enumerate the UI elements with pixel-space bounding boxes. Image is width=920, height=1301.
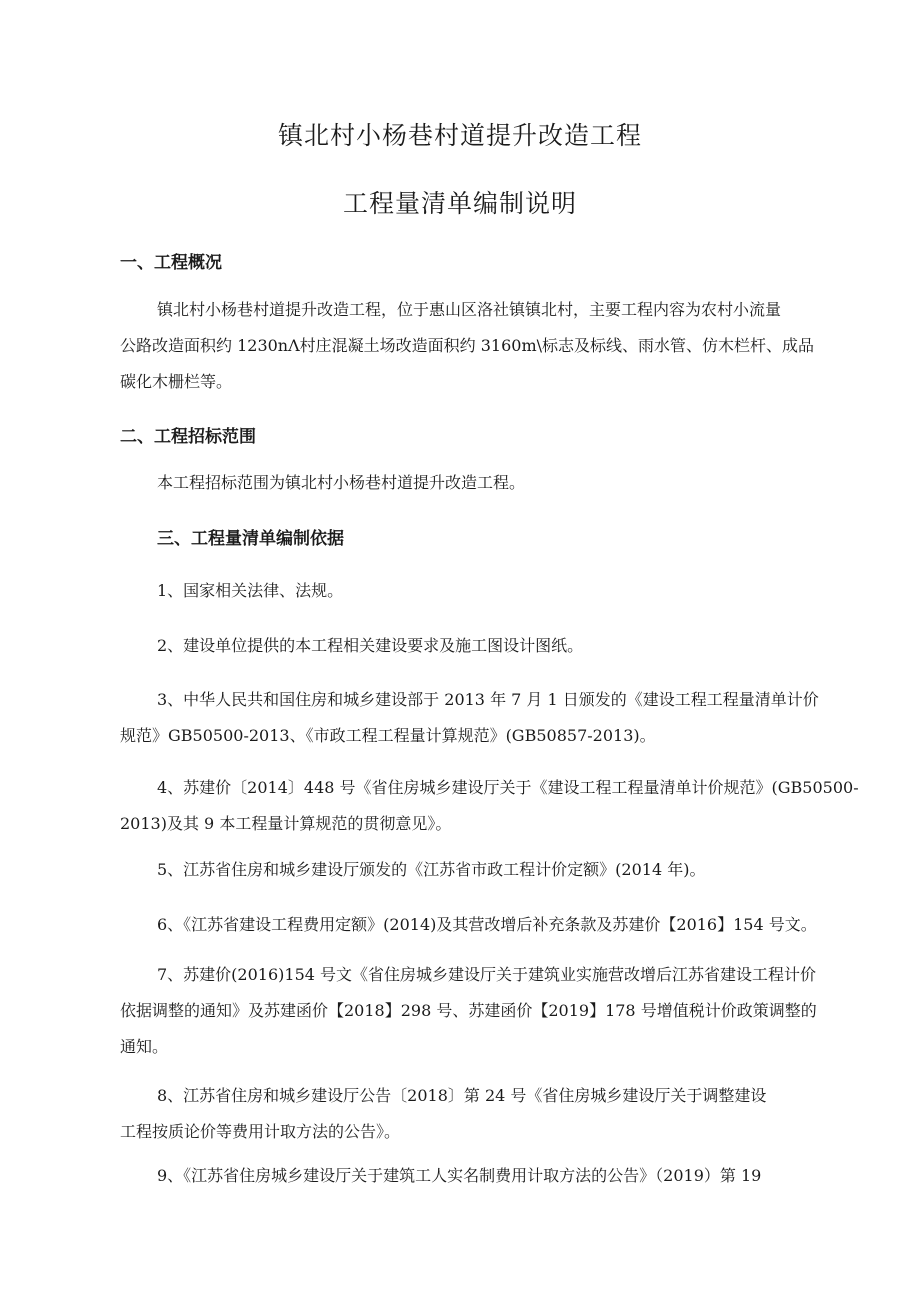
basis-item-7 [120,957,840,1065]
section-heading-overview: 一、工程概况 [120,253,222,273]
list-item: 8、江苏省住房和城乡建设厅公告〔2018〕第 24 号《省住房城乡建设厅关于调整建设 [157,1086,767,1105]
basis-item-9 [120,1158,840,1194]
list-item: 2、建设单位提供的本工程相关建设要求及施工图设计图纸。 [157,636,584,655]
basis-item-2 [120,628,840,664]
paragraph-line: 本工程招标范围为镇北村小杨巷村道提升改造工程。 [157,473,526,492]
paragraph-line: 镇北村小杨巷村道提升改造工程，位于惠山区洛社镇镇北村，主要工程内容为农村小流量 [157,300,782,319]
basis-item-4 [120,770,859,842]
list-item: 9、《江苏省住房城乡建设厅关于建筑工人实名制费用计取方法的公告》（2019）第 19 [157,1166,762,1185]
list-item-continuation: 2013)及其 9 本工程量计算规范的贯彻意见》。 [120,814,452,833]
list-item: 3、中华人民共和国住房和城乡建设部于 2013 年 7 月 1 日颁发的《建设工程工程量清单计价 [157,690,819,709]
list-item-continuation: 工程按质论价等费用计取方法的公告》。 [120,1122,401,1141]
paragraph-line: 公路改造面积约 1230nΛ村庄混凝土场改造面积约 3160m\标志及标线、雨水管、仿木栏杆、成品 [120,336,815,355]
scope-paragraph [120,465,840,501]
section-heading-basis: 三、工程量清单编制依据 [157,529,344,549]
overview-paragraph [120,292,840,400]
basis-item-3 [120,682,840,754]
list-item: 6、《江苏省建设工程费用定额》(2014)及其营改增后补充条款及苏建价【2016】154 号文。 [157,915,817,934]
list-item: 7、苏建价(2016)154 号文《省住房城乡建设厅关于建筑业实施营改增后江苏省建设工程计价 [157,965,817,984]
list-item-continuation: 通知。 [120,1037,169,1056]
list-item: 4、苏建价〔2014〕448 号《省住房城乡建设厅关于《建设工程工程量清单计价规范》(GB50500- [157,778,859,797]
document-subtitle: 工程量清单编制说明 [342,189,577,218]
basis-item-8 [120,1078,840,1150]
list-item: 5、江苏省住房和城乡建设厅颁发的《江苏省市政工程计价定额》(2014 年)。 [157,860,706,879]
list-item-continuation: 规范》GB50500-2013、《市政工程工程量计算规范》(GB50857-2013)。 [120,726,656,745]
list-item-continuation: 依据调整的通知》及苏建函价【2018】298 号、苏建函价【2019】178 号增值税计价政策调整的 [120,1001,817,1020]
basis-item-1 [120,573,840,609]
basis-item-5 [120,852,840,888]
basis-item-6 [120,907,840,943]
paragraph-line: 碳化木栅栏等。 [120,372,233,391]
section-heading-scope: 二、工程招标范围 [120,427,256,447]
list-item: 1、国家相关法律、法规。 [157,581,344,600]
document-title: 镇北村小杨巷村道提升改造工程 [277,121,642,150]
